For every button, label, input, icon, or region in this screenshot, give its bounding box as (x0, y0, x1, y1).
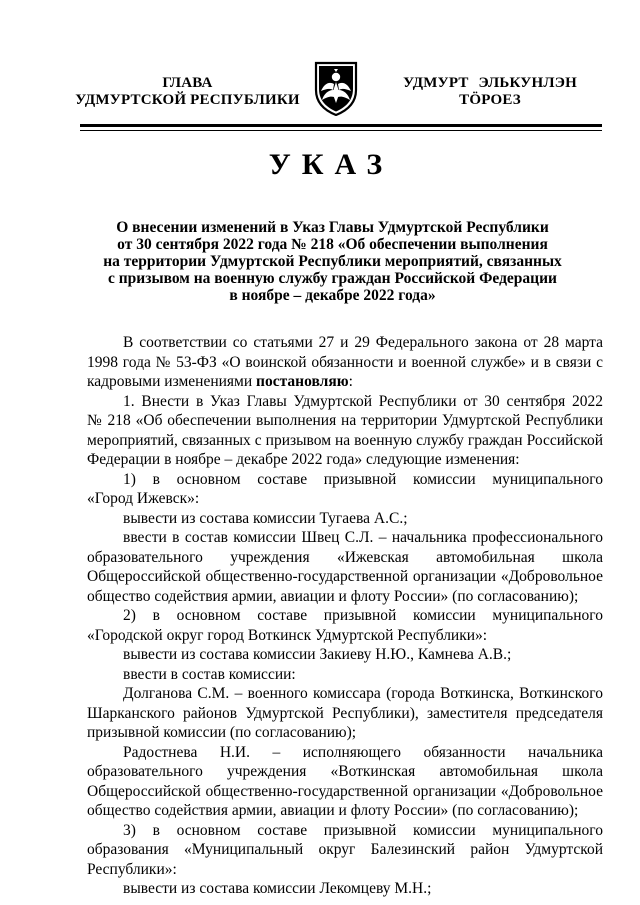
body-line: 2) в основном составе призывной комиссии муниципального (123, 607, 603, 624)
body-line: Республики»: (87, 860, 177, 878)
issuer-line: УДМУРТСКОЙ РЕСПУБЛИКИ (75, 92, 300, 108)
subject-line: с призывом на военную службу граждан Российской Федерации (108, 270, 557, 287)
body-line: общество содействия армии, авиации и флоту России» (по согласованию); (87, 587, 579, 605)
body-line: общество содействия армии, авиации и флоту России» (по согласованию); (87, 802, 579, 819)
subject-line: на территории Удмуртской Республики мероприятий, связанных (103, 253, 562, 270)
body-line: образования «Муниципальный округ Балезинский район Удмуртской (87, 841, 603, 858)
body-line (87, 372, 603, 392)
body-text: : (348, 373, 353, 390)
body-line: вывести из состава комиссии Тугаева А.С.; (123, 509, 408, 527)
body-line: ввести в состав комиссии: (123, 665, 296, 683)
body-line: вывести из состава комиссии Лекомцеву М.Н.; (123, 880, 432, 897)
issuer-name-russian (75, 75, 300, 109)
body-line: ввести в состав комиссии Швец С.Л. – начальника профессионального (123, 529, 603, 546)
udmurt-coat-of-arms-icon (312, 60, 360, 116)
body-line: образовательного учреждения «Ижевская автомобильная школа (87, 548, 603, 566)
body-line: «Город Ижевск»: (87, 490, 200, 507)
issuer-name-udmurt (395, 75, 585, 109)
body-line: 1) в основном составе призывной комиссии муниципального (123, 470, 603, 488)
document-title: УКАЗ (268, 148, 394, 181)
body-line: № 218 «Об обеспечении выполнения на территории Удмуртской Республики (87, 412, 603, 429)
body-line: вывести из состава комиссии Закиеву Н.Ю., Камнева А.В.; (123, 646, 512, 663)
body-line: 3) в основном составе призывной комиссии муниципального (123, 821, 603, 839)
subject-line: О внесении изменений в Указ Главы Удмуртской Республики (116, 219, 549, 236)
decree-body (87, 333, 603, 899)
body-line: призывной комиссии (по согласованию); (87, 724, 357, 741)
body-line: «Городской округ город Воткинск Удмуртской Республики»: (87, 626, 488, 644)
body-text-bold: постановляю (256, 373, 349, 390)
header-rule-thick (80, 124, 602, 127)
body-line: Шарканского районов Удмуртской Республики), заместителя председателя (87, 704, 603, 722)
body-line: Общероссийской общественно-государственной организации «Добровольное (87, 568, 603, 585)
subject-line: от 30 сентября 2022 года № 218 «Об обеспечении выполнения (117, 236, 548, 253)
body-line: 1. Внести в Указ Главы Удмуртской Республики от 30 сентября 2022 (123, 392, 603, 410)
body-line: 1998 года № 53-ФЗ «О воинской обязанности и военной службе» и в связи с (87, 353, 603, 371)
issuer-line: УДМУРТ ЭЛЬКУНЛЭН (403, 75, 577, 91)
subject-line: в ноябре – декабре 2022 года» (229, 287, 436, 304)
body-line: мероприятий, связанных с призывом на военную службу граждан Российской (87, 431, 603, 449)
body-text: кадровыми изменениями (87, 373, 257, 390)
body-line: образовательного учреждения «Воткинская автомобильная школа (87, 763, 603, 780)
body-line: Радостнева Н.И. – исполняющего обязанности начальника (123, 743, 603, 761)
header-rule-thin (80, 130, 602, 131)
body-line: В соответствии со статьями 27 и 29 Федерального закона от 28 марта (123, 334, 603, 351)
body-line: Общероссийской общественно-государственной организации «Добровольное (87, 782, 603, 800)
body-line: Федерации в ноябре – декабре 2022 года» следующие изменения: (87, 451, 520, 468)
decree-subject (100, 219, 565, 304)
issuer-line: ГЛАВА (162, 75, 213, 91)
issuer-line: ТӦРОЕЗ (459, 92, 521, 108)
body-line: Долганова С.М. – военного комиссара (города Воткинска, Воткинского (123, 685, 603, 702)
